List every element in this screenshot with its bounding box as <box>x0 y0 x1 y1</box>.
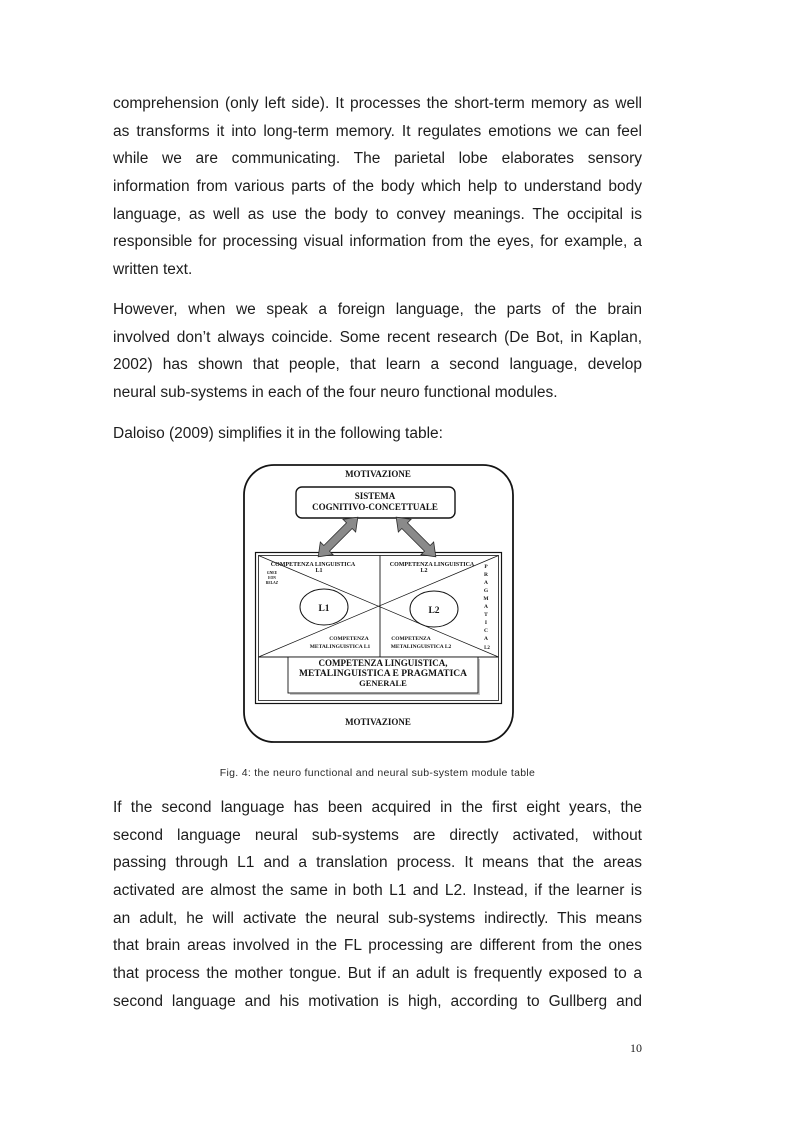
vertical-letter: A <box>484 636 488 642</box>
figure-caption: Fig. 4: the neuro functional and neural sub-system module table <box>219 767 536 779</box>
vertical-letter: T <box>484 612 488 618</box>
left-panel-note: EON <box>268 576 276 580</box>
text-line: an adult, he will activate the neural sub-systems indirectly. This means <box>113 909 642 927</box>
left-panel-title: COMPETENZA LINGUISTICA <box>270 562 356 568</box>
text-line: neural sub-systems in each of the four neuro functional modules. <box>113 384 558 402</box>
general-box-line-1: COMPETENZA LINGUISTICA, <box>318 658 448 668</box>
text-line: responsible for processing visual information from the eyes, for example, a <box>113 233 642 251</box>
text-line: involved don’t always coincide. Some recent research (De Bot, in Kaplan, <box>113 328 642 346</box>
text-line: that brain areas involved in the FL processing are different from the ones <box>113 937 642 955</box>
right-panel-title-l2: L2 <box>420 568 428 574</box>
page-number: 10 <box>630 1041 642 1055</box>
vertical-suffix: L2 <box>484 646 490 651</box>
motivation-label-top: MOTIVAZIONE <box>345 469 411 479</box>
right-panel-meta-line-2: METALINGUISTICA L2 <box>390 644 452 650</box>
vertical-letter: A <box>484 604 488 610</box>
text-line: activated are almost the same in both L1 and L2. Instead, if the learner is <box>113 882 642 900</box>
vertical-letter: G <box>483 588 489 594</box>
left-panel-meta-line-1: COMPETENZA <box>329 636 369 642</box>
text-line: information from various parts of the body which help to understand body <box>113 178 642 196</box>
text-line: second language neural sub-systems are directly activated, without <box>113 826 642 844</box>
paragraph-2 <box>113 296 642 407</box>
vertical-letter: I <box>484 620 488 626</box>
text-line: However, when we speak a foreign language, the parts of the brain <box>113 301 642 318</box>
text-line: 2002) has shown that people, that learn a second language, develop <box>113 356 642 374</box>
vertical-letter: C <box>484 628 488 634</box>
text-line: If the second language has been acquired in the first eight years, the <box>113 799 642 816</box>
paragraph-3 <box>113 420 642 448</box>
text-line: written text. <box>113 261 193 279</box>
vertical-letter: M <box>483 596 489 602</box>
text-line: Daloiso (2009) simplifies it in the following table: <box>113 425 443 442</box>
left-panel-note: RELAZ <box>265 581 279 585</box>
l1-ellipse-label: L1 <box>318 604 330 614</box>
general-box-line-3: GENERALE <box>359 678 407 688</box>
text-line: second language and his motivation is high, according to Gullberg and <box>113 992 642 1010</box>
text-line: while we are communicating. The parietal lobe elaborates sensory <box>113 150 642 168</box>
left-panel-title-l1: L1 <box>315 568 323 574</box>
system-box-line-2: COGNITIVO-CONCETTUALE <box>312 502 438 512</box>
right-panel-meta-line-1: COMPETENZA <box>391 636 431 642</box>
text-line: comprehension (only left side). It processes the short-term memory as well <box>113 95 642 112</box>
system-box-line-1: SISTEMA <box>354 491 396 501</box>
text-line: language, as well as use the body to convey meanings. The occipital is <box>113 205 642 223</box>
text-line: passing through L1 and a translation process. It means that the areas <box>113 854 642 872</box>
left-panel-note: GNEE <box>266 571 278 575</box>
text-line: that process the mother tongue. But if an adult is frequently exposed to a <box>113 965 642 983</box>
paragraph-4 <box>113 794 642 1016</box>
motivation-label-bottom: MOTIVAZIONE <box>345 717 411 727</box>
vertical-letter: R <box>484 572 488 578</box>
right-panel-title: COMPETENZA LINGUISTICA <box>389 562 475 568</box>
vertical-letter: A <box>484 580 488 586</box>
vertical-letter: P <box>484 564 488 570</box>
l2-ellipse-label: L2 <box>428 606 440 616</box>
general-box-line-2: METALINGUISTICA E PRAGMATICA <box>298 669 468 679</box>
paragraph-1 <box>113 90 642 284</box>
text-line: as transforms it into long-term memory. It regulates emotions we can feel <box>113 122 642 140</box>
left-panel-meta-line-2: METALINGUISTICA L1 <box>309 644 371 650</box>
neuro-functional-diagram <box>240 462 518 747</box>
